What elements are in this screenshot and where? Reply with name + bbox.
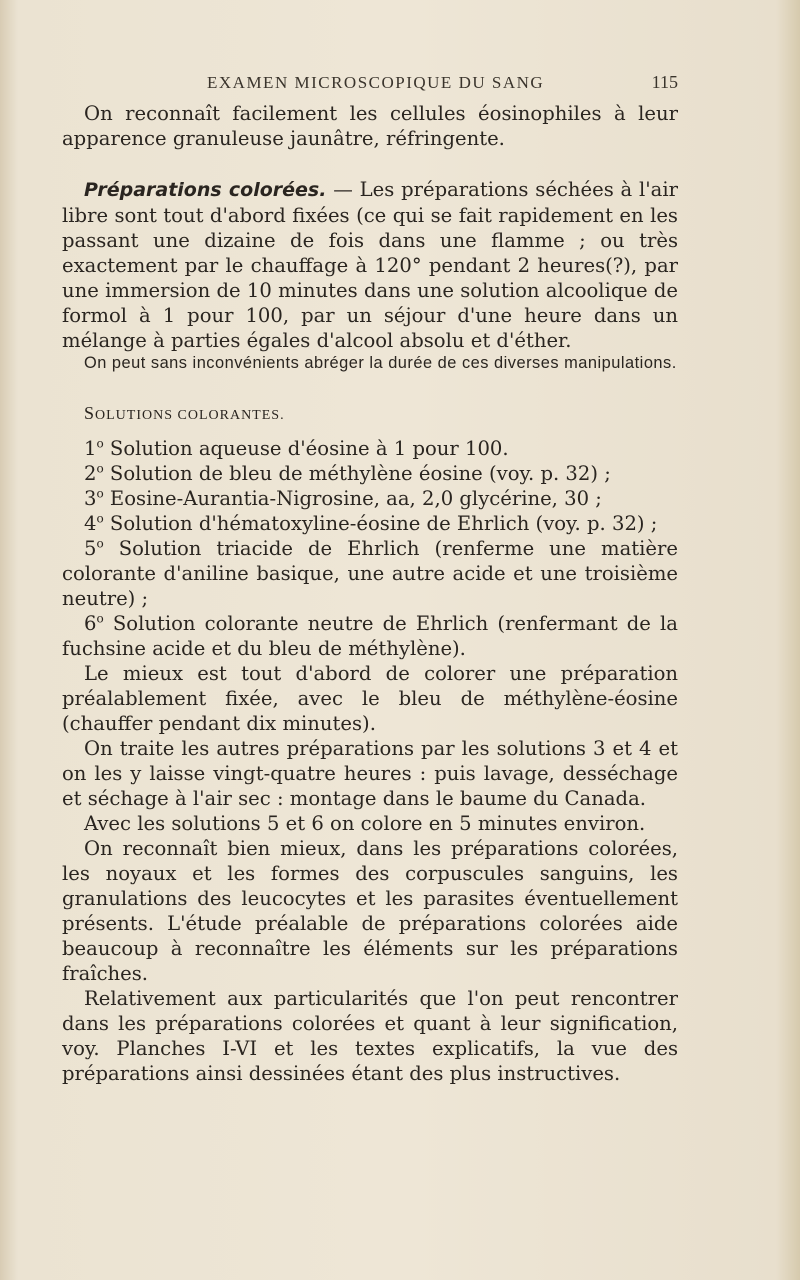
body-paragraph: Avec les solutions 5 et 6 on colore en 5 minutes environ. xyxy=(84,812,646,835)
body-paragraph: On reconnaît bien mieux, dans les préparations colorées, les noyaux et les formes des corpuscules sanguins, les granulations des leucocytes et les parasites éventuellement présents. L'étude préalable de préparations colorées aide beaucoup à reconnaître les éléments sur les préparations fraîches. xyxy=(62,837,678,985)
body-paragraph: Relativement aux particularités que l'on peut rencontrer dans les préparations colorées et quant à leur signification, voy. Planches I-VI et les textes explicatifs, la vue des préparations ainsi dessinées étant des plus instructives. xyxy=(62,987,678,1085)
preparations-text: — Les préparations séchées à l'air libre sont tout d'abord fixées (ce qui se fait rapidement en les passant une dizaine de fois dans une flamme ; ou très exactement par le chauffage à 120° pendant 2 heures(?), par une immersion de 10 minutes dans une solution alcoolique de formol à 1 pour 100, par un séjour d'une heure dans un mélange à parties égales d'alcool absolu et d'éther. xyxy=(62,178,678,352)
list-item: 6$^o$ Solution colorante neutre de Ehrlich (renfermant de la fuchsine acide et du bleu de méthylène). xyxy=(62,611,678,660)
body-paragraph: Le mieux est tout d'abord de colorer une préparation préalablement fixée, avec le bleu de méthylène-éosine (chauffer pendant dix minutes). xyxy=(62,662,678,735)
list-item: 5$^o$ Solution triacide de Ehrlich (renferme une matière colorante d'aniline basique, une autre acide et une troisième neutre) ; xyxy=(62,536,678,610)
solutions-list xyxy=(62,436,678,661)
solutions-heading: SOLUTIONS COLORANTES. xyxy=(84,403,285,423)
list-item: 3$^o$ Eosine-Aurantia-Nigrosine, aa, 2,0 glycérine, 30 ; xyxy=(84,486,602,510)
list-item: 2$^o$ Solution de bleu de méthylène éosine (voy. p. 32) ; xyxy=(84,461,611,485)
book-page xyxy=(62,72,678,1086)
preparations-note: On peut sans inconvénients abréger la durée de ces diverses manipulations. xyxy=(84,354,677,372)
preparations-paragraph xyxy=(62,177,678,353)
running-title: EXAMEN MICROSCOPIQUE DU SANG xyxy=(207,73,545,92)
running-head xyxy=(62,72,678,93)
body-paragraph: On traite les autres préparations par les solutions 3 et 4 et on les y laisse vingt-quatre heures : puis lavage, desséchage et séchage à l'air sec : montage dans le baume du Canada. xyxy=(62,737,678,810)
list-item: 1$^o$ Solution aqueuse d'éosine à 1 pour 100. xyxy=(84,436,509,460)
page-number: 115 xyxy=(651,72,678,92)
intro-paragraph: On reconnaît facilement les cellules éosinophiles à leur apparence granuleuse jaunâtre, réfringente. xyxy=(62,102,678,150)
section-title: Préparations colorées. xyxy=(84,179,327,201)
list-item: 4$^o$ Solution d'hématoxyline-éosine de Ehrlich (voy. p. 32) ; xyxy=(84,511,658,535)
